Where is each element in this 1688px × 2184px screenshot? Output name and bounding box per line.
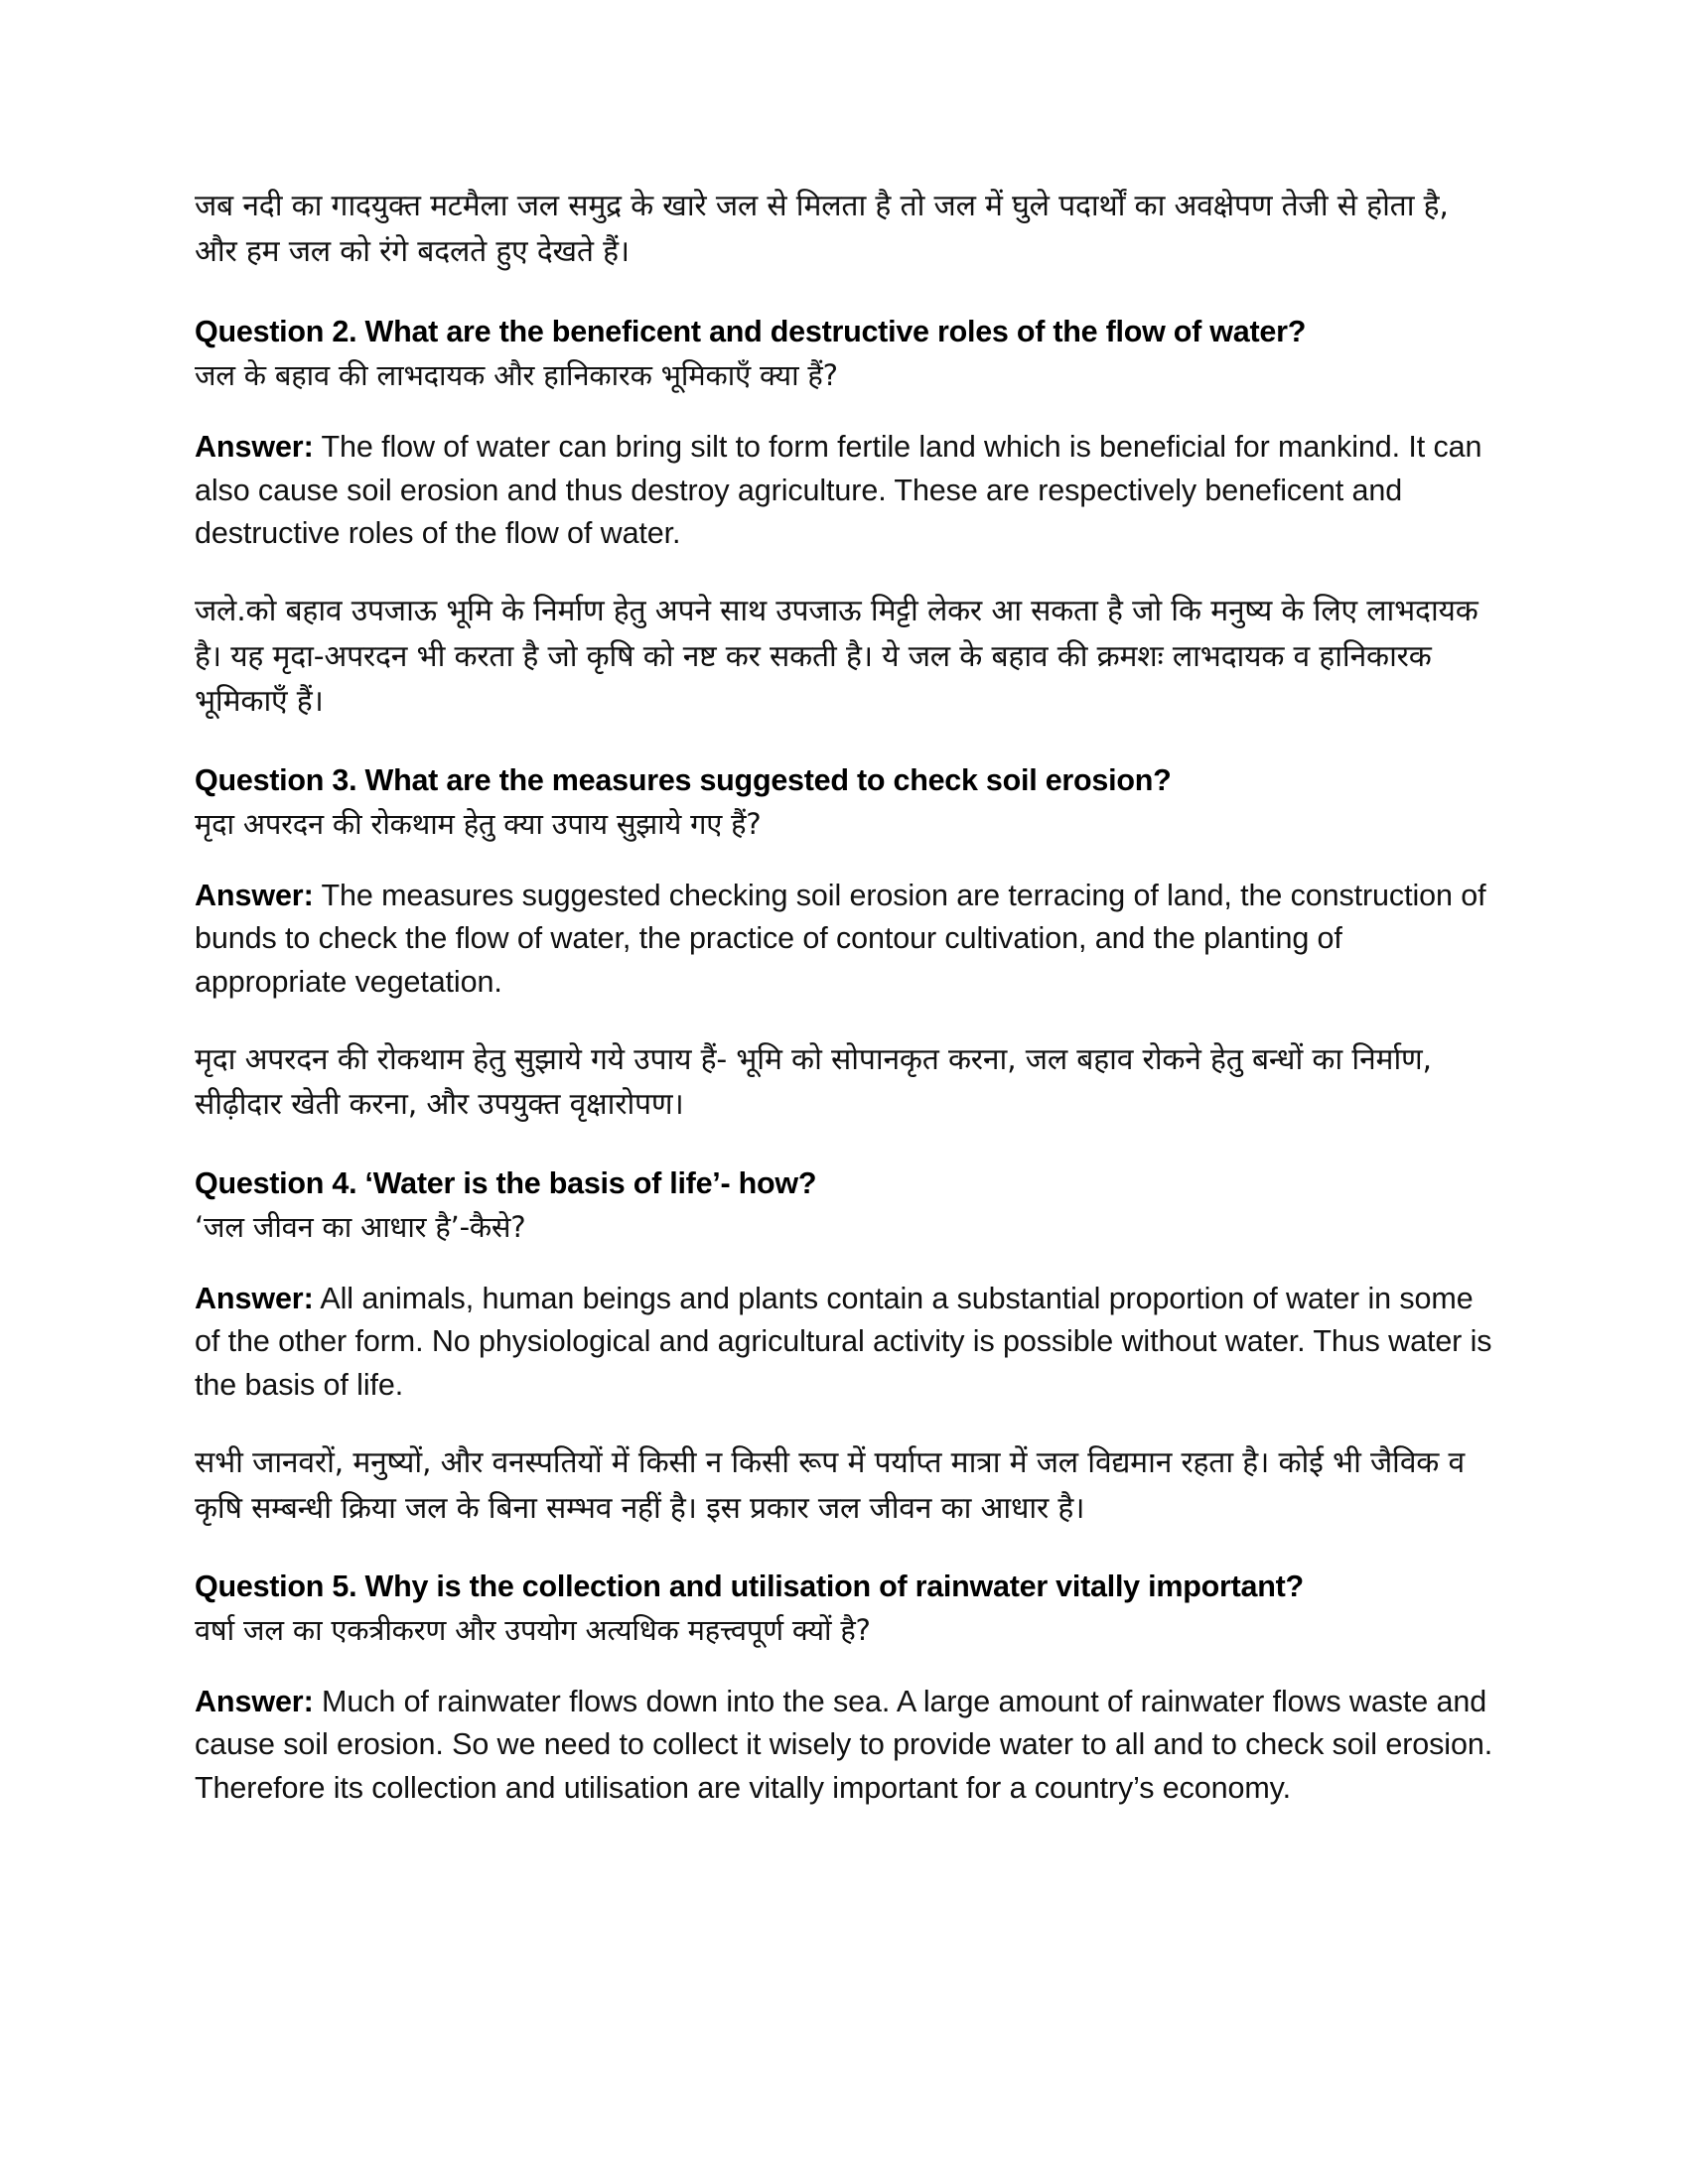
question-title-en-2: Question 2. What are the beneficent and destructive roles of the flow of water?: [195, 315, 1307, 349]
answer-paragraph-en-2: [195, 426, 1497, 555]
answer-paragraph-en-3: [195, 875, 1497, 1004]
question-heading-2: [195, 312, 1497, 396]
answer-label-4: Answer:: [195, 1282, 314, 1316]
question-title-hi-3: मृदा अपरदन की रोकथाम हेतु क्या उपाय सुझाये गए हैं?: [195, 806, 762, 841]
answer-label-3: Answer:: [195, 878, 314, 912]
intro-paragraph-hindi: जब नदी का गादयुक्त मटमैला जल समुद्र के खारे जल से मिलता है तो जल में घुले पदार्थों का अवक्षेपण तेजी से होता है, और हम जल को रंगे बदलते हुए देखते हैं।: [195, 189, 1449, 269]
answer-paragraph-hi-3: मृदा अपरदन की रोकथाम हेतु सुझाये गये उपाय हैं- भूमि को सोपानकृत करना, जल बहाव रोकने हेतु बन्धों का निर्माण, सीढ़ीदार खेती करना, और उपयुक्त वृक्षारोपण।: [195, 1041, 1432, 1123]
answer-paragraph-hi-2: जले.को बहाव उपजाऊ भूमि के निर्माण हेतु अपने साथ उपजाऊ मिट्टी लेकर आ सकता है जो कि मनुष्य के लिए लाभदायक है। यह मृदा-अपरदन भी करता है जो कृषि को नष्ट कर सकती है। ये जल के बहाव की क्रमशः लाभदायक व हानिकारक भूमिकाएँ हैं।: [195, 594, 1478, 720]
answer-label-2: Answer:: [195, 430, 314, 465]
answer-label-5: Answer:: [195, 1685, 314, 1719]
question-heading-4: [195, 1163, 1497, 1248]
answer-hindi-block-3: [195, 1037, 1497, 1128]
answer-block-2: [195, 426, 1497, 555]
answer-block-5: [195, 1681, 1497, 1810]
question-title-en-4: Question 4. ‘Water is the basis of life’- how?: [195, 1166, 817, 1200]
question-title-hi-2: जल के बहाव की लाभदायक और हानिकारक भूमिकाएँ क्या हैं?: [195, 358, 838, 393]
question-title-en-5: Question 5. Why is the collection and utilisation of rainwater vitally important?: [195, 1570, 1304, 1604]
question-title-en-3: Question 3. What are the measures suggested to check soil erosion?: [195, 762, 1172, 797]
document-content: [195, 184, 1497, 1810]
answer-text-en-3: The measures suggested checking soil erosion are terracing of land, the construction of bunds to check the flow of water, the practice of contour cultivation, and the planting of appropriate vegetation.: [195, 878, 1486, 999]
answer-paragraph-en-4: [195, 1278, 1497, 1407]
answer-hindi-block-4: [195, 1440, 1497, 1531]
answer-text-en-4: All animals, human beings and plants contain a substantial proportion of water in some of the other form. No physiological and agricultural activity is possible without water. Thus water is the basis of life.: [195, 1282, 1492, 1402]
intro-paragraph-block: [195, 184, 1497, 274]
answer-hindi-block-2: [195, 589, 1497, 725]
answer-paragraph-hi-4: सभी जानवरों, मनुष्यों, और वनस्पतियों में किसी न किसी रूप में पर्याप्त मात्रा में जल विद्यमान रहता है। कोई भी जैविक व कृषि सम्बन्धी क्रिया जल के बिना सम्भव नहीं है। इस प्रकार जल जीवन का आधार है।: [195, 1444, 1465, 1526]
question-heading-3: [195, 760, 1497, 845]
answer-text-en-5: Much of rainwater flows down into the sea. A large amount of rainwater flows waste and cause soil erosion. So we need to collect it wisely to provide water to all and to check soil erosion. Therefore its collection and utilisation are vitally important for a country’s economy.: [195, 1685, 1493, 1805]
question-title-hi-4: ‘जल जीवन का आधार है’-कैसे?: [195, 1209, 526, 1244]
answer-text-en-2: The flow of water can bring silt to form fertile land which is beneficial for mankind. It can also cause soil erosion and thus destroy agriculture. These are respectively beneficent and destructive roles of the flow of water.: [195, 430, 1482, 550]
question-heading-5: [195, 1567, 1497, 1651]
answer-block-4: [195, 1278, 1497, 1407]
answer-block-3: [195, 875, 1497, 1004]
question-title-hi-5: वर्षा जल का एकत्रीकरण और उपयोग अत्यधिक महत्त्वपूर्ण क्यों है?: [195, 1612, 871, 1647]
answer-paragraph-en-5: [195, 1681, 1497, 1810]
